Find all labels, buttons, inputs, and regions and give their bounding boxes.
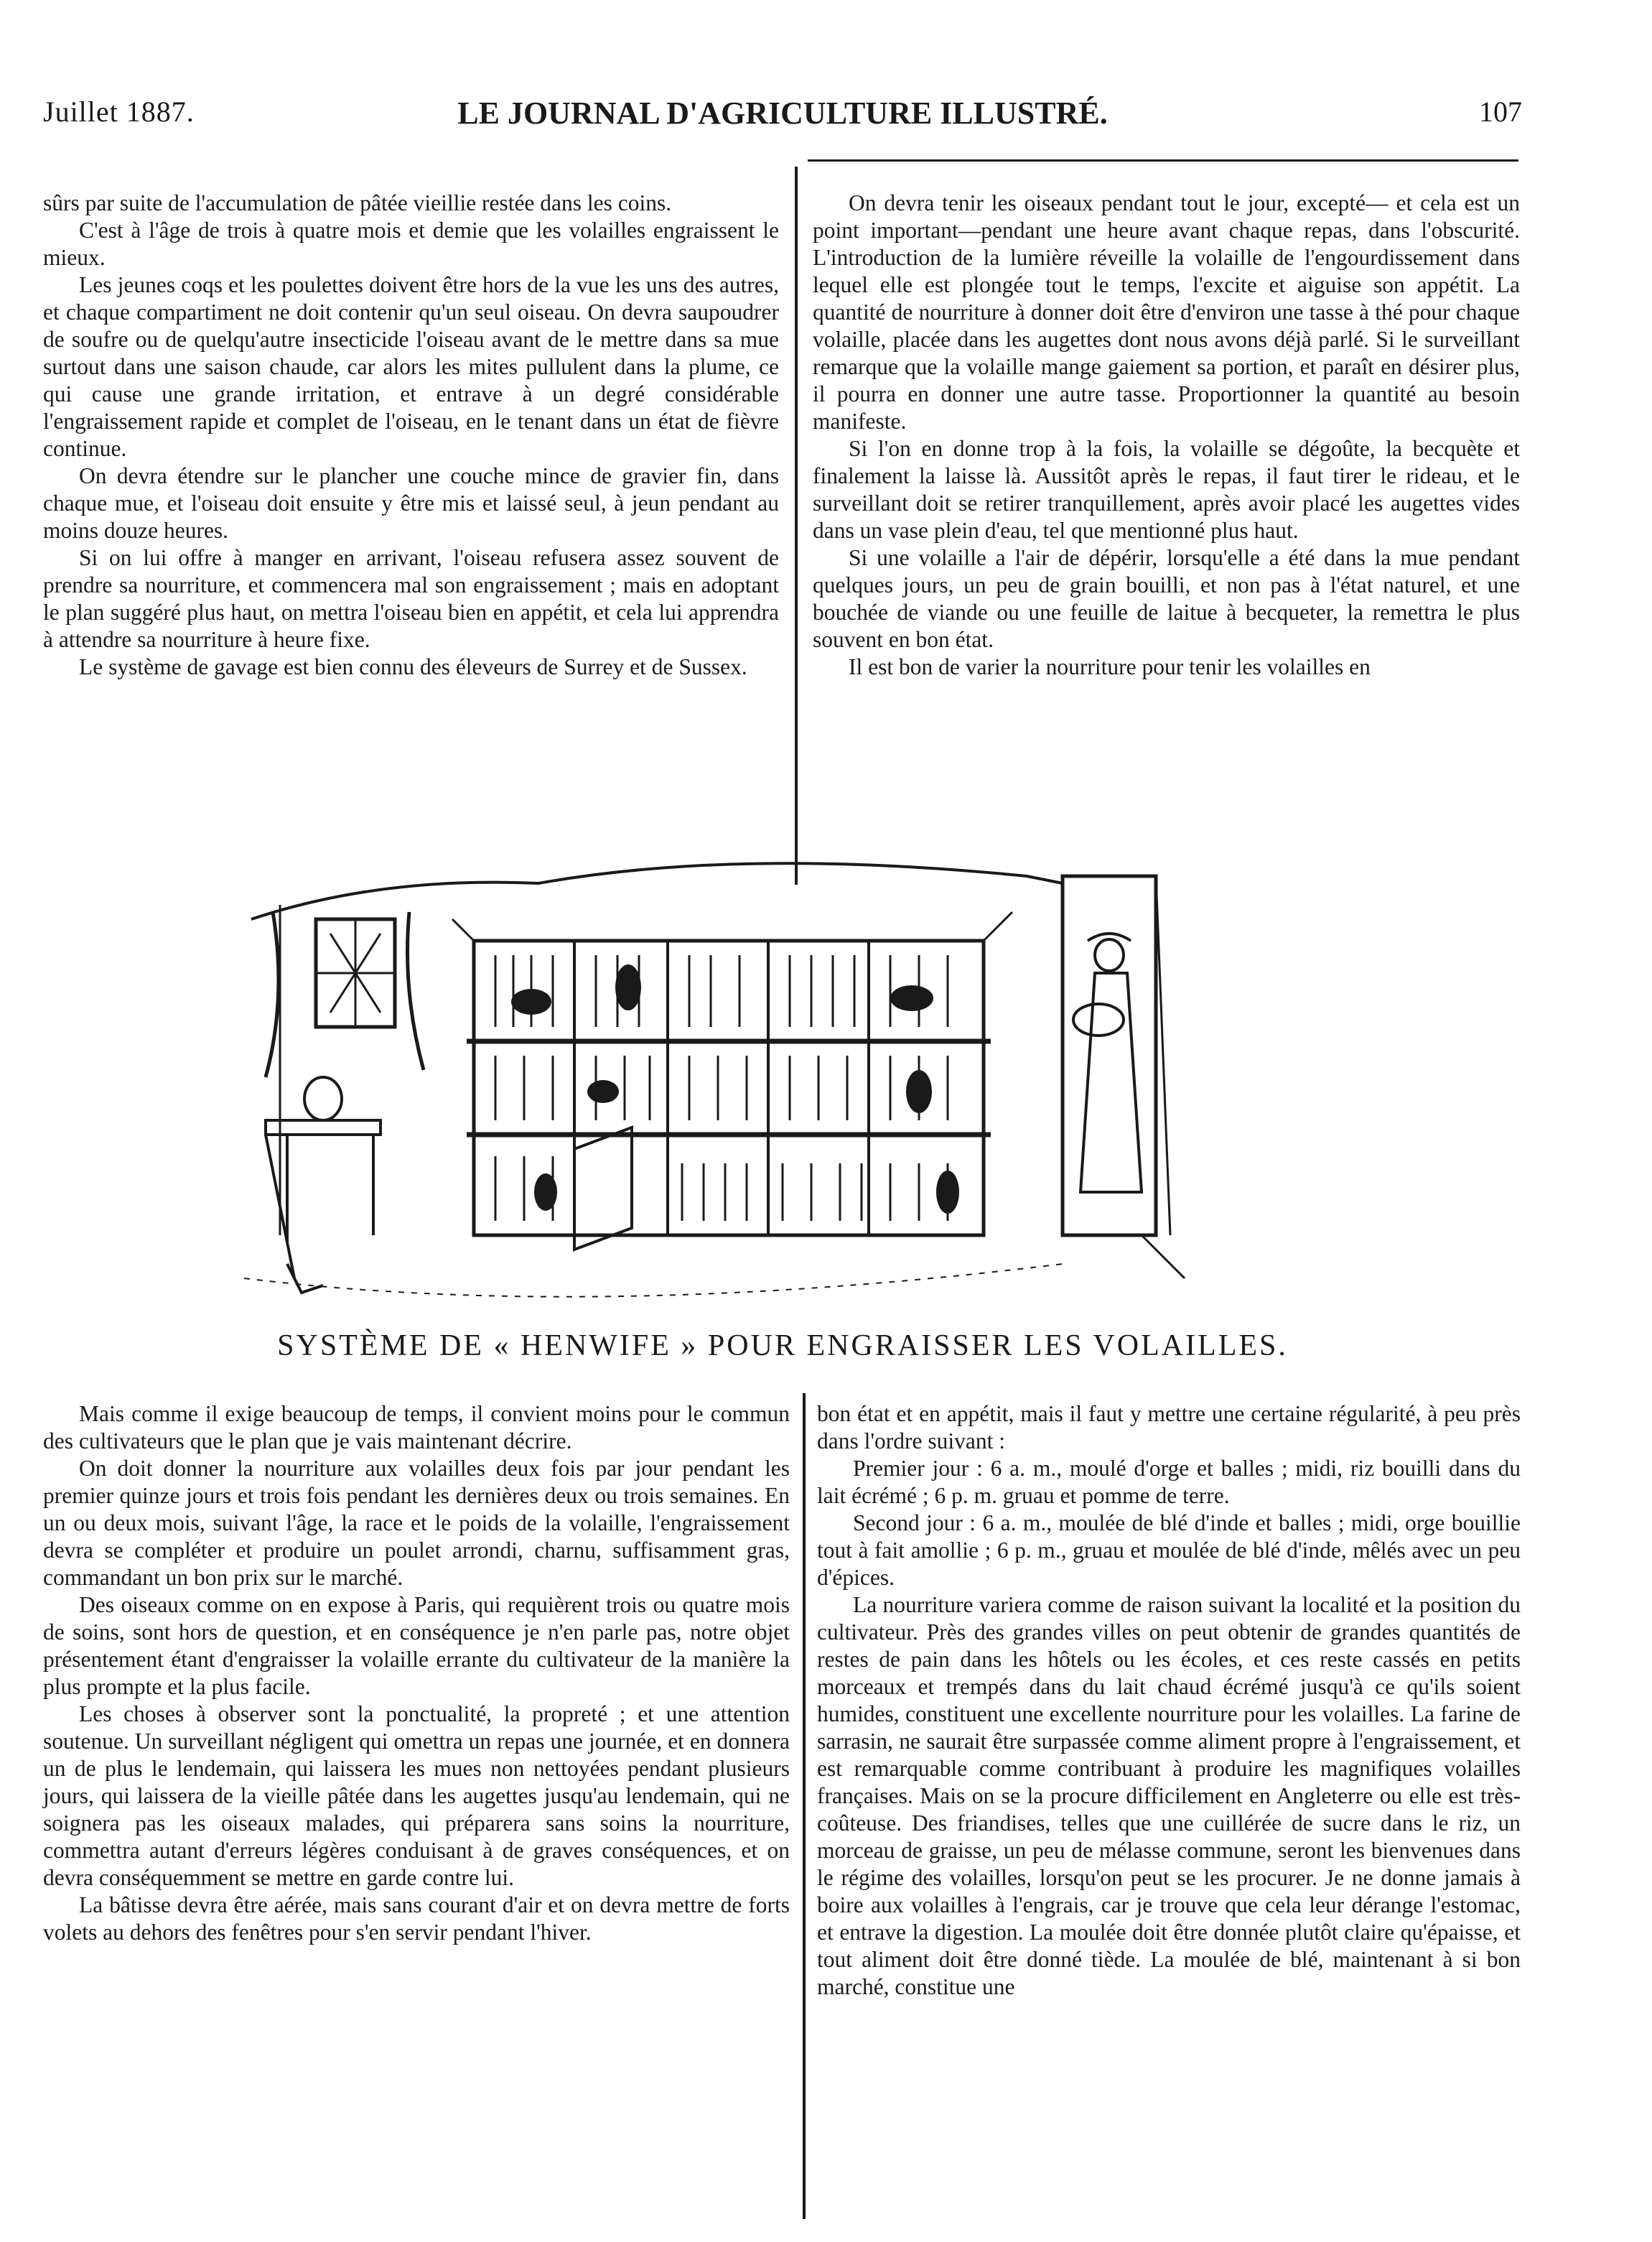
paragraph: On doit donner la nourriture aux volailles deux fois par jour pendant les premier quinze jours et trois fois pendant les dernières deux ou trois semaines. En un ou deux mois, suivant l'âge, la race et le poids de la volaille, l'engraissement devra se compléter et produire un poulet arrondi, charnu, suffisamment gras, commandant un bon prix sur le marché.: [43, 1456, 790, 1590]
paragraph: Les choses à observer sont la ponctualité, la propreté ; et une attention soutenue. Un surveillant négligent qui omettra un repas une journée, et en donnera un de plus le lendemain, qui laissera les mues non nettoyées pendant plusieurs jours, qui laissera de la vieille pâtée dans les augettes jusqu'au lendemain, qui ne soignera pas les oiseaux malades, qui préparera sans soins la nourriture, commettra autant d'erreurs légères conduisant à de graves conséquences, et on devra conséquemment se mettre en garde contre lui.: [43, 1701, 790, 1890]
illustration-caption: SYSTÈME DE « HENWIFE » POUR ENGRAISSER LES VOLAILLES.: [277, 1329, 1288, 1362]
paragraph: Les jeunes coqs et les poulettes doivent être hors de la vue les uns des autres, et chaque compartiment ne doit contenir qu'un seul oiseau. On devra saupoudrer de soufre ou de quelqu'autre insecticide l'oiseau avant de le mettre dans sa mue surtout dans une saison chaude, car alors les mites pullulent dans la plume, ce qui cause une grande irritation, et entrave à un degré considérable l'engraissement rapide et complet de l'oiseau, en le tenant dans un état de fièvre continue.: [43, 272, 779, 461]
column-divider-bottom: [803, 1393, 806, 2219]
paragraph: La nourriture variera comme de raison suivant la localité et la position du cultivateur. Près des grandes villes on peut obtenir de grandes quantités de restes de pain dans les hôtels ou les écoles, et ces reste cassés en petits morceaux et trempés dans du lait chaud écrémé jusqu'à ce qu'ils soient humides, constituent une excellente nourriture pour les volailles. La farine de sarrasin, ne saurait être surpassée comme aliment propre à l'engraissement, et est remarquable comme contribuant à produire les magnifiques volailles françaises. Mais on se la procure difficilement en Angleterre ou elle est très-coûteuse. Des friandises, telles que une cuillérée de sucre dans le riz, un morceau de graisse, un peu de mélasse commune, seront les bienvenues dans le régime des volailles, lorsqu'on peut se les procurer. Je ne donne jamais à boire aux volailles à l'engrais, car je trouve que cela leur dérange l'estomac, et entrave la digestion. La moulée doit être donnée plutôt claire qu'épaisse, et tout aliment doit être donné tiède. La moulée de blé, maintenant à si bon marché, constitue une: [817, 1592, 1521, 1999]
paragraph: Des oiseaux comme on en expose à Paris, qui requièrent trois ou quatre mois de soins, sont hors de question, et en conséquence je n'en parle pas, notre objet présentement étant d'engraisser la volaille errante du cultivateur de la manière la plus prompte et la plus facile.: [43, 1592, 790, 1699]
page-header: [43, 95, 1522, 138]
paragraph: Le système de gavage est bien connu des éleveurs de Surrey et de Sussex.: [79, 654, 747, 679]
column-top-right: [813, 190, 1520, 681]
paragraph: Si une volaille a l'air de dépérir, lorsqu'elle a été dans la mue pendant quelques jours, un peu de grain bouilli, et non pas à l'état naturel, et une bouchée de viande ou une feuille de laitue à becqueter, la remettra le plus souvent en bon état.: [813, 545, 1520, 652]
journal-title: LE JOURNAL D'AGRICULTURE ILLUSTRÉ.: [457, 96, 1108, 131]
henhouse-illustration: [237, 833, 1371, 1321]
paragraph: Si on lui offre à manger en arrivant, l'oiseau refusera assez souvent de prendre sa nourriture, et commencera mal son engraissement ; mais en adoptant le plan suggéré plus haut, on mettra l'oiseau bien en appétit, et cela lui apprendra à attendre sa nourriture à heure fixe.: [43, 545, 779, 652]
column-top-left: [43, 190, 779, 681]
paragraph: La bâtisse devra être aérée, mais sans courant d'air et on devra mettre de forts volets au dehors des fenêtres pour s'en servir pendant l'hiver.: [43, 1892, 790, 1945]
page-number: 107: [1479, 96, 1522, 128]
column-bottom-left: [43, 1400, 790, 1946]
paragraph: C'est à l'âge de trois à quatre mois et demie que les volailles engraissent le mieux.: [43, 218, 779, 270]
issue-date: Juillet 1887.: [43, 96, 195, 128]
column-bottom-right: [817, 1400, 1521, 2001]
paragraph: Premier jour : 6 a. m., moulé d'orge et balles ; midi, riz bouilli dans du lait écrémé ; 6 p. m. gruau et pomme de terre.: [817, 1456, 1521, 1508]
paragraph: sûrs par suite de l'accumulation de pâtée vieillie restée dans les coins.: [43, 190, 672, 215]
paragraph: Il est bon de varier la nourriture pour tenir les volailles en: [849, 654, 1371, 679]
column-divider-top: [795, 167, 798, 885]
paragraph: On devra tenir les oiseaux pendant tout le jour, excepté— et cela est un point important—pendant une heure avant chaque repas, dans l'obscurité. L'introduction de la lumière réveille la volaille de l'engourdissement dans lequel elle est plongée tout le temps, l'excite et aiguise son appétit. La quantité de nourriture à donner doit être d'environ une tasse à thé pour chaque volaille, placée dans les augettes dont nous avons déjà parlé. Si le surveillant remarque que la volaille mange gaiement sa portion, et paraît en désirer plus, il pourra en donner une autre tasse. Proportionner la quantité au besoin manifeste.: [813, 190, 1520, 434]
paragraph: bon état et en appétit, mais il faut y mettre une certaine régularité, à peu près dans l'ordre suivant :: [817, 1401, 1521, 1453]
paragraph: Si l'on en donne trop à la fois, la volaille se dégoûte, la becquète et finalement la laisse là. Aussitôt après le repas, il faut tirer le rideau, et le surveillant doit se retirer tranquillement, après avoir placé les augettes vides dans un vase plein d'eau, tel que mentionné plus haut.: [813, 436, 1520, 543]
top-rule: [808, 159, 1518, 162]
paragraph: Mais comme il exige beaucoup de temps, il convient moins pour le commun des cultivateurs que le plan que je vais maintenant décrire.: [43, 1401, 790, 1453]
paragraph: Second jour : 6 a. m., moulée de blé d'inde et balles ; midi, orge bouillie tout à fait amollie ; 6 p. m., gruau et moulée de blé d'inde, mêlés avec un peu d'épices.: [817, 1510, 1521, 1590]
paragraph: On devra étendre sur le plancher une couche mince de gravier fin, dans chaque mue, et l'oiseau doit ensuite y être mis et laissé seul, à jeun pendant au moins douze heures.: [43, 463, 779, 543]
